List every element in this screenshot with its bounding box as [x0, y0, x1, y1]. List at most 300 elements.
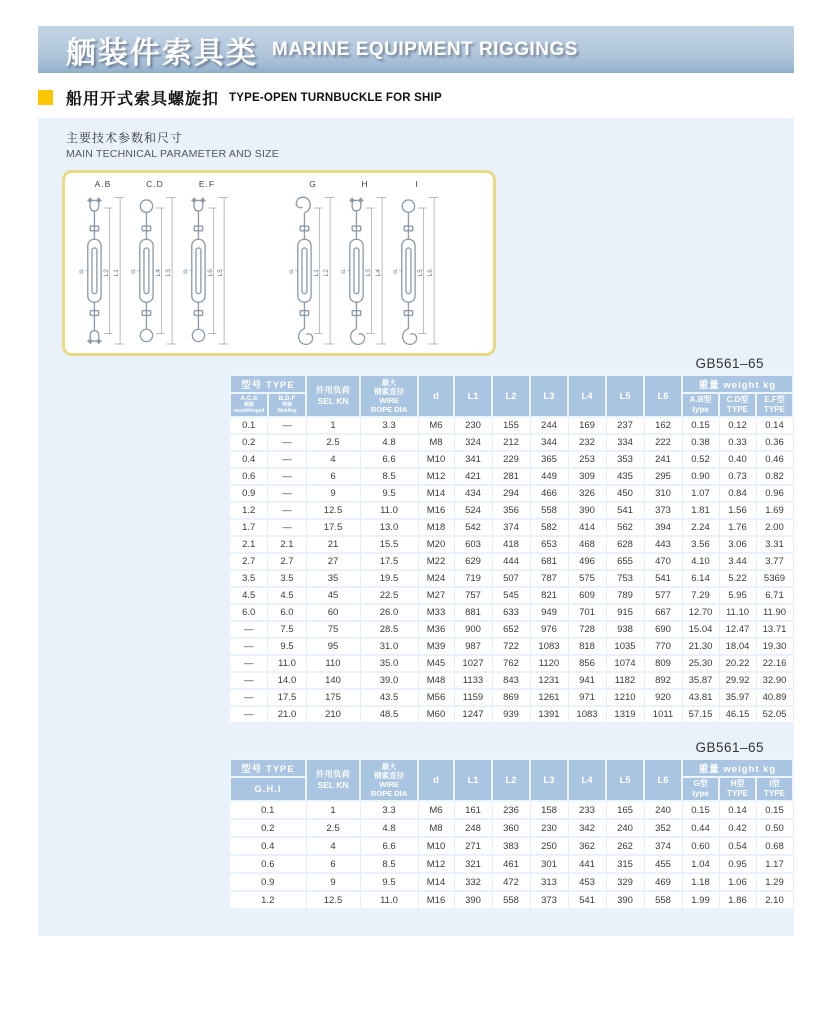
table-cell: 582: [530, 519, 568, 536]
content-panel: [38, 118, 794, 936]
figure-label: A.B: [94, 179, 112, 189]
table-cell: 11.90: [756, 604, 793, 621]
table-cell: M22: [418, 553, 454, 570]
table-cell: 441: [568, 855, 606, 873]
table-cell: 353: [606, 451, 644, 468]
col-type: 型号 TYPE: [230, 375, 306, 393]
table-row: [230, 468, 793, 485]
table-cell: 681: [530, 553, 568, 570]
dim-label-outer: L3: [165, 269, 173, 277]
table-cell: 1231: [530, 672, 568, 689]
table-cell: 461: [492, 855, 530, 873]
table-cell: M12: [418, 855, 454, 873]
table-cell: 11.0: [268, 655, 306, 672]
col-l1: L1: [454, 375, 492, 417]
dim-label-outer: L6: [427, 269, 435, 277]
table-cell: 6: [306, 855, 360, 873]
table-cell: 4.5: [268, 587, 306, 604]
table-cell: 0.6: [230, 855, 306, 873]
table-cell: M12: [418, 468, 454, 485]
table-cell: 541: [644, 570, 682, 587]
weight-h-en: TYPE: [727, 789, 748, 798]
table-cell: 949: [530, 604, 568, 621]
table-cell: 3.56: [682, 536, 719, 553]
col-l1: L1: [454, 759, 492, 801]
table-cell: 9.5: [360, 485, 418, 502]
table-cell: 9.5: [268, 638, 306, 655]
col-l3: L3: [530, 759, 568, 801]
table-cell: 1.2: [230, 502, 268, 519]
table-cell: 2.5: [306, 434, 360, 451]
table-cell: 468: [568, 536, 606, 553]
turnbuckle-drawing: [77, 189, 129, 353]
table-cell: 230: [454, 417, 492, 434]
table-cell: 229: [492, 451, 530, 468]
col-l4: L4: [568, 759, 606, 801]
table-cell: M6: [418, 417, 454, 434]
col-weight-i: [756, 777, 793, 801]
table-cell: 35: [306, 570, 360, 587]
table-cell: 541: [606, 502, 644, 519]
table-cell: 435: [606, 468, 644, 485]
table-cell: 856: [568, 655, 606, 672]
table-cell: 542: [454, 519, 492, 536]
table-cell: 240: [644, 801, 682, 819]
table-cell: 562: [606, 519, 644, 536]
table-cell: M18: [418, 519, 454, 536]
table-cell: M56: [418, 689, 454, 706]
weight-g-zh: G型: [693, 779, 708, 788]
col-type-ghi: G.H.I: [230, 777, 306, 801]
table-cell: 11.0: [360, 502, 418, 519]
table-cell: 165: [606, 801, 644, 819]
table-cell: 341: [454, 451, 492, 468]
table-row: [230, 891, 793, 909]
table-cell: 21.0: [268, 706, 306, 723]
table-cell: 1.2: [230, 891, 306, 909]
table-cell: 21: [306, 536, 360, 553]
table-cell: M60: [418, 706, 454, 723]
col-l6: L6: [644, 759, 682, 801]
table-cell: 240: [606, 819, 644, 837]
table-cell: 309: [568, 468, 606, 485]
col-type-bdf: [268, 393, 306, 417]
type-bdf-code: B.D.F: [278, 395, 296, 403]
table-cell: 434: [454, 485, 492, 502]
table-cell: 2.1: [230, 536, 268, 553]
table-cell: 0.4: [230, 837, 306, 855]
table-body: [230, 417, 793, 723]
table-cell: 1.06: [719, 873, 756, 891]
table-cell: 0.52: [682, 451, 719, 468]
table-cell: 210: [306, 706, 360, 723]
table-cell: 8.5: [360, 855, 418, 873]
table-cell: 558: [644, 891, 682, 909]
table-cell: 787: [530, 570, 568, 587]
table-cell: 295: [644, 468, 682, 485]
table-cell: 0.90: [682, 468, 719, 485]
spec-table-ace-bdf: [229, 374, 794, 724]
col-d: d: [418, 759, 454, 801]
col-load-en: SEL KN: [317, 396, 349, 406]
yellow-bullet-icon: [38, 90, 53, 105]
table-cell: —: [268, 468, 306, 485]
table-cell: 558: [492, 891, 530, 909]
table-cell: —: [268, 451, 306, 468]
table-cell: —: [268, 417, 306, 434]
dim-label-inner: L1: [312, 269, 320, 277]
table-cell: M33: [418, 604, 454, 621]
table-cell: 1.76: [719, 519, 756, 536]
table-cell: 7.5: [268, 621, 306, 638]
table-cell: 3.5: [230, 570, 268, 587]
col-wire-rope-dia: [360, 375, 418, 417]
weight-g-en: type: [692, 789, 709, 798]
table-cell: 1182: [606, 672, 644, 689]
table-cell: 360: [492, 819, 530, 837]
table-cell: 1.07: [682, 485, 719, 502]
table-cell: 390: [454, 891, 492, 909]
table-cell: 496: [568, 553, 606, 570]
section-title-zh: 船用开式索具螺旋扣: [66, 91, 220, 108]
table-cell: 1.86: [719, 891, 756, 909]
table-cell: 43.5: [360, 689, 418, 706]
table-cell: 444: [492, 553, 530, 570]
table-cell: 22.16: [756, 655, 793, 672]
col-wire-zh2: 钢索直径: [374, 387, 404, 396]
table-cell: 9: [306, 485, 360, 502]
table-cell: 987: [454, 638, 492, 655]
figure-label: H: [361, 179, 369, 189]
weight-ab-zh: A.B型: [689, 395, 712, 404]
table-cell: 373: [644, 502, 682, 519]
weight-h-zh: H型: [730, 779, 745, 788]
weight-cd-zh: C.D型: [726, 395, 749, 404]
table-cell: 32.90: [756, 672, 793, 689]
table-cell: M20: [418, 536, 454, 553]
table-cell: 43.81: [682, 689, 719, 706]
table-cell: 2.7: [230, 553, 268, 570]
table-cell: 21.30: [682, 638, 719, 655]
table-cell: 13.71: [756, 621, 793, 638]
table-cell: 603: [454, 536, 492, 553]
table-cell: 881: [454, 604, 492, 621]
table-cell: 869: [492, 689, 530, 706]
table-cell: 13.0: [360, 519, 418, 536]
table-row: [230, 553, 793, 570]
table-cell: 2.5: [306, 819, 360, 837]
table-cell: 0.14: [719, 801, 756, 819]
table-row: [230, 485, 793, 502]
table-cell: 1133: [454, 672, 492, 689]
table-cell: 27: [306, 553, 360, 570]
weight-ef-zh: E.F型: [764, 395, 785, 404]
table-row: [230, 621, 793, 638]
table-cell: 976: [530, 621, 568, 638]
table-cell: 0.40: [719, 451, 756, 468]
table-cell: 12.5: [306, 502, 360, 519]
table-cell: 40.89: [756, 689, 793, 706]
table-cell: 920: [644, 689, 682, 706]
table-cell: 0.15: [682, 801, 719, 819]
table-cell: 0.14: [756, 417, 793, 434]
table-cell: 1159: [454, 689, 492, 706]
table-cell: 629: [454, 553, 492, 570]
intro-text: [66, 129, 794, 160]
table-cell: 321: [454, 855, 492, 873]
col-wire-zh2: 钢索直径: [374, 771, 404, 780]
table-cell: 0.96: [756, 485, 793, 502]
table-cell: 892: [644, 672, 682, 689]
table-cell: 281: [492, 468, 530, 485]
col-load: [306, 759, 360, 801]
table-cell: 75: [306, 621, 360, 638]
figure-label: E.F: [198, 179, 216, 189]
col-type-ace: [230, 393, 268, 417]
table-cell: 39.0: [360, 672, 418, 689]
table-cell: 455: [644, 855, 682, 873]
type-ace-en: mouldforged: [233, 407, 265, 414]
intro-zh: 主要技术参数和尺寸: [66, 131, 184, 145]
table-cell: 326: [568, 485, 606, 502]
table-cell: 0.1: [230, 417, 268, 434]
table-cell: 753: [606, 570, 644, 587]
table-cell: 0.50: [756, 819, 793, 837]
table-cell: 12.47: [719, 621, 756, 638]
table-cell: M16: [418, 502, 454, 519]
dim-label-inner: L2: [102, 269, 110, 277]
table-cell: 1120: [530, 655, 568, 672]
table-row: [230, 451, 793, 468]
table-cell: 19.5: [360, 570, 418, 587]
table-cell: 609: [568, 587, 606, 604]
table-cell: 1011: [644, 706, 682, 723]
table-cell: 3.5: [268, 570, 306, 587]
table-cell: 158: [530, 801, 568, 819]
table-cell: 22.5: [360, 587, 418, 604]
table-cell: 633: [492, 604, 530, 621]
table-cell: 558: [530, 502, 568, 519]
table-cell: 4: [306, 837, 360, 855]
table-cell: 45: [306, 587, 360, 604]
table-cell: 25.30: [682, 655, 719, 672]
col-weight-h: [719, 777, 756, 801]
table-cell: 667: [644, 604, 682, 621]
table-row: [230, 502, 793, 519]
table-cell: 17.5: [360, 553, 418, 570]
table-cell: 4.10: [682, 553, 719, 570]
table-cell: 507: [492, 570, 530, 587]
table-cell: M16: [418, 891, 454, 909]
table-cell: 6.6: [360, 837, 418, 855]
table-cell: 0.36: [756, 434, 793, 451]
table-cell: 0.54: [719, 837, 756, 855]
col-type: 型号 TYPE: [230, 759, 306, 777]
col-l4: L4: [568, 375, 606, 417]
table-cell: 12.70: [682, 604, 719, 621]
table-cell: 6.0: [268, 604, 306, 621]
table-cell: 577: [644, 587, 682, 604]
table-row: [230, 570, 793, 587]
table-cell: 35.87: [682, 672, 719, 689]
table-cell: 0.73: [719, 468, 756, 485]
spec-table-ghi: [229, 758, 794, 910]
table-cell: 1083: [530, 638, 568, 655]
table-cell: 1027: [454, 655, 492, 672]
table-cell: 1074: [606, 655, 644, 672]
turnbuckle-figure-cd: [129, 179, 181, 353]
table-cell: M48: [418, 672, 454, 689]
table-cell: 169: [568, 417, 606, 434]
weight-i-zh: I型: [769, 779, 780, 788]
col-wire-en1: WIRE: [379, 396, 399, 405]
table-cell: 390: [606, 891, 644, 909]
figure-group-spacer: [233, 179, 287, 353]
table-cell: M10: [418, 451, 454, 468]
table-row: [230, 873, 793, 891]
col-wire-en2: ROPE DIA: [370, 405, 408, 414]
table-row: [230, 706, 793, 723]
table-cell: 344: [530, 434, 568, 451]
table-cell: 161: [454, 801, 492, 819]
table-cell: 394: [644, 519, 682, 536]
dim-label-outer: L1: [113, 269, 121, 277]
table-cell: 15.5: [360, 536, 418, 553]
technical-drawing-box: [62, 170, 496, 356]
table-cell: 1.56: [719, 502, 756, 519]
table-cell: 939: [492, 706, 530, 723]
section-title-row: [38, 86, 792, 109]
table-cell: 900: [454, 621, 492, 638]
table-cell: 0.15: [756, 801, 793, 819]
table-cell: 5.95: [719, 587, 756, 604]
col-weight: 重量 weight kg: [682, 375, 793, 393]
table-cell: M36: [418, 621, 454, 638]
table-cell: 1083: [568, 706, 606, 723]
dim-label-outer: L5: [217, 269, 225, 277]
turnbuckle-figure-h: [339, 179, 391, 353]
table-cell: 237: [606, 417, 644, 434]
table-cell: 18.04: [719, 638, 756, 655]
col-wire-en1: WIRE: [379, 780, 399, 789]
table-cell: 1210: [606, 689, 644, 706]
table-row: [230, 604, 793, 621]
table-cell: 652: [492, 621, 530, 638]
table-cell: 383: [492, 837, 530, 855]
weight-cd-en: TYPE: [727, 405, 748, 414]
table-row: [230, 855, 793, 873]
table-cell: 362: [568, 837, 606, 855]
table-cell: 938: [606, 621, 644, 638]
figure-label: C.D: [146, 179, 164, 189]
table-cell: 719: [454, 570, 492, 587]
d-label: d: [183, 269, 187, 277]
table-cell: —: [268, 485, 306, 502]
table-cell: 313: [530, 873, 568, 891]
table-cell: 0.42: [719, 819, 756, 837]
table-cell: 301: [530, 855, 568, 873]
type-bdf-zh: 焊接: [281, 402, 292, 409]
table-cell: 449: [530, 468, 568, 485]
table-cell: 0.2: [230, 819, 306, 837]
table-cell: 843: [492, 672, 530, 689]
table-cell: 1247: [454, 706, 492, 723]
col-l2: L2: [492, 759, 530, 801]
col-wire-zh1: 最大: [381, 378, 397, 387]
d-label: d: [341, 269, 345, 277]
turnbuckle-figure-ef: [181, 179, 233, 353]
table-cell: 1.17: [756, 855, 793, 873]
page-title-zh: 舾装件索具类: [66, 36, 258, 70]
table-cell: 222: [644, 434, 682, 451]
table-row: [230, 801, 793, 819]
table-cell: 0.12: [719, 417, 756, 434]
table-cell: 5.22: [719, 570, 756, 587]
table-cell: 1.81: [682, 502, 719, 519]
table-cell: 915: [606, 604, 644, 621]
d-label: d: [131, 269, 135, 277]
figure-label: I: [415, 179, 419, 189]
turnbuckle-drawing: [287, 189, 339, 353]
table-cell: 140: [306, 672, 360, 689]
table-cell: 315: [606, 855, 644, 873]
table-cell: 324: [454, 434, 492, 451]
table-cell: 155: [492, 417, 530, 434]
table-cell: 244: [530, 417, 568, 434]
col-wire-en2: ROPE DIA: [370, 789, 408, 798]
table-cell: 818: [568, 638, 606, 655]
table-cell: 0.82: [756, 468, 793, 485]
table-cell: 2.24: [682, 519, 719, 536]
table-cell: 628: [606, 536, 644, 553]
table-cell: 28.5: [360, 621, 418, 638]
table-cell: 655: [606, 553, 644, 570]
table-cell: 6.0: [230, 604, 268, 621]
turnbuckle-drawing: [391, 189, 443, 353]
table-cell: 809: [644, 655, 682, 672]
table-cell: 57.15: [682, 706, 719, 723]
table-cell: 390: [568, 502, 606, 519]
table-cell: 6.14: [682, 570, 719, 587]
table-cell: 0.2: [230, 434, 268, 451]
table-cell: 4.8: [360, 434, 418, 451]
table-cell: 443: [644, 536, 682, 553]
table-cell: —: [268, 434, 306, 451]
turnbuckle-figure-i: [391, 179, 443, 353]
table-cell: 250: [530, 837, 568, 855]
table-cell: 0.44: [682, 819, 719, 837]
table-cell: 2.1: [268, 536, 306, 553]
table-cell: 1.99: [682, 891, 719, 909]
table-cell: —: [230, 706, 268, 723]
standard-number-2: GB561–65: [695, 740, 764, 755]
table-cell: 8.5: [360, 468, 418, 485]
table-cell: 294: [492, 485, 530, 502]
table-cell: 701: [568, 604, 606, 621]
table-cell: 545: [492, 587, 530, 604]
table-cell: 690: [644, 621, 682, 638]
type-ace-code: A.C.E: [240, 395, 258, 403]
table-cell: 31.0: [360, 638, 418, 655]
table-cell: 332: [454, 873, 492, 891]
table-cell: —: [230, 672, 268, 689]
table-cell: 789: [606, 587, 644, 604]
table-cell: —: [230, 638, 268, 655]
table-cell: M27: [418, 587, 454, 604]
table-cell: 35.97: [719, 689, 756, 706]
table-cell: 524: [454, 502, 492, 519]
table-cell: —: [268, 502, 306, 519]
